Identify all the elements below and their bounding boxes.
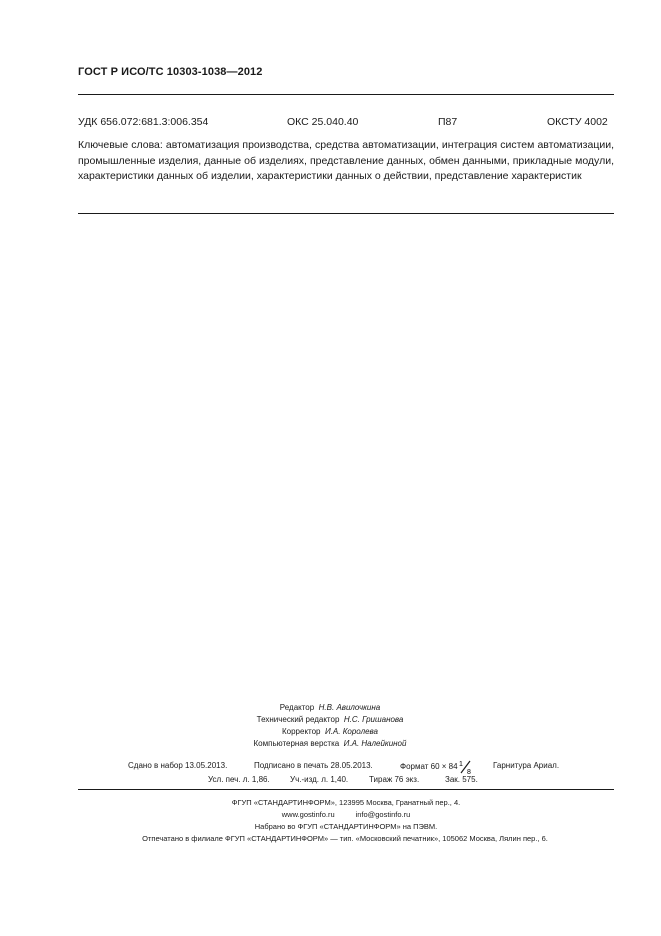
layout-label: Компьютерная верстка [253,739,340,748]
imprint-corrector [180,726,480,738]
typeset-info: Набрано во ФГУП «СТАНДАРТИНФОРМ» на ПЭВМ. [254,822,438,831]
printed-at-info: Отпечатано в филиале ФГУП «СТАНДАРТИНФОРМ» — тип. «Московский печатник», 105062 Москва, Лялин пер., 6. [142,834,548,843]
publisher-contacts [78,809,614,821]
top-divider [78,94,614,95]
keywords-divider [78,213,614,214]
corrector-label: Корректор [281,727,321,736]
paper-format [400,761,474,773]
tech-editor-label: Технический редактор [256,715,340,724]
publisher-email: info@gostinfo.ru [355,810,411,819]
order-number: Зак. 575. [445,775,478,784]
publisher-website: www.gostinfo.ru [281,810,335,819]
publisher-address: ФГУП «СТАНДАРТИНФОРМ», 123995 Москва, Гранатный пер., 4. [231,798,461,807]
layout-name: И.А. Налейкиной [343,739,407,748]
usl-sheets: Усл. печ. л. 1,86. [208,775,270,784]
format-num: 1 [458,761,463,768]
uch-sheets: Уч.-изд. л. 1,40. [290,775,349,784]
print-run: Тираж 76 экз. [369,775,420,784]
okstu-code: ОКСТУ 4002 [547,116,608,128]
sent-to-print: Сдано в набор 13.05.2013. [128,761,228,770]
publisher-divider [78,789,614,790]
keywords-paragraph: Ключевые слова: автоматизация производства, средства автоматизации, интеграция систем автоматизации, промышленные изделия, данные об изделиях, представление данных, обмен данными, прикладные модули, характеристики данных об изделии, характеристики данных о действии, представление характеристик [78,139,614,182]
editor-label: Редактор [279,703,315,712]
editor-name: Н.В. Авилочкина [318,703,381,712]
corrector-name: И.А. Королева [324,727,378,736]
format-label: Формат 60 × 84 [400,762,458,772]
imprint-layout [180,738,480,750]
document-title: ГОСТ Р ИСО/ТС 10303-1038—2012 [78,66,263,78]
imprint-tech-editor [180,714,480,726]
tech-editor-name: Н.С. Гришанова [343,715,404,724]
format-den: 8 [466,769,471,775]
format-fraction [458,761,474,773]
signed-for-print: Подписано в печать 28.05.2013. [254,761,373,770]
font-info: Гарнитура Ариал. [493,761,560,770]
p-code: П87 [438,116,458,128]
udk-code: УДК 656.072:681.3:006.354 [78,116,209,128]
imprint-editor [180,702,480,714]
oks-code: ОКС 25.040.40 [287,116,359,128]
